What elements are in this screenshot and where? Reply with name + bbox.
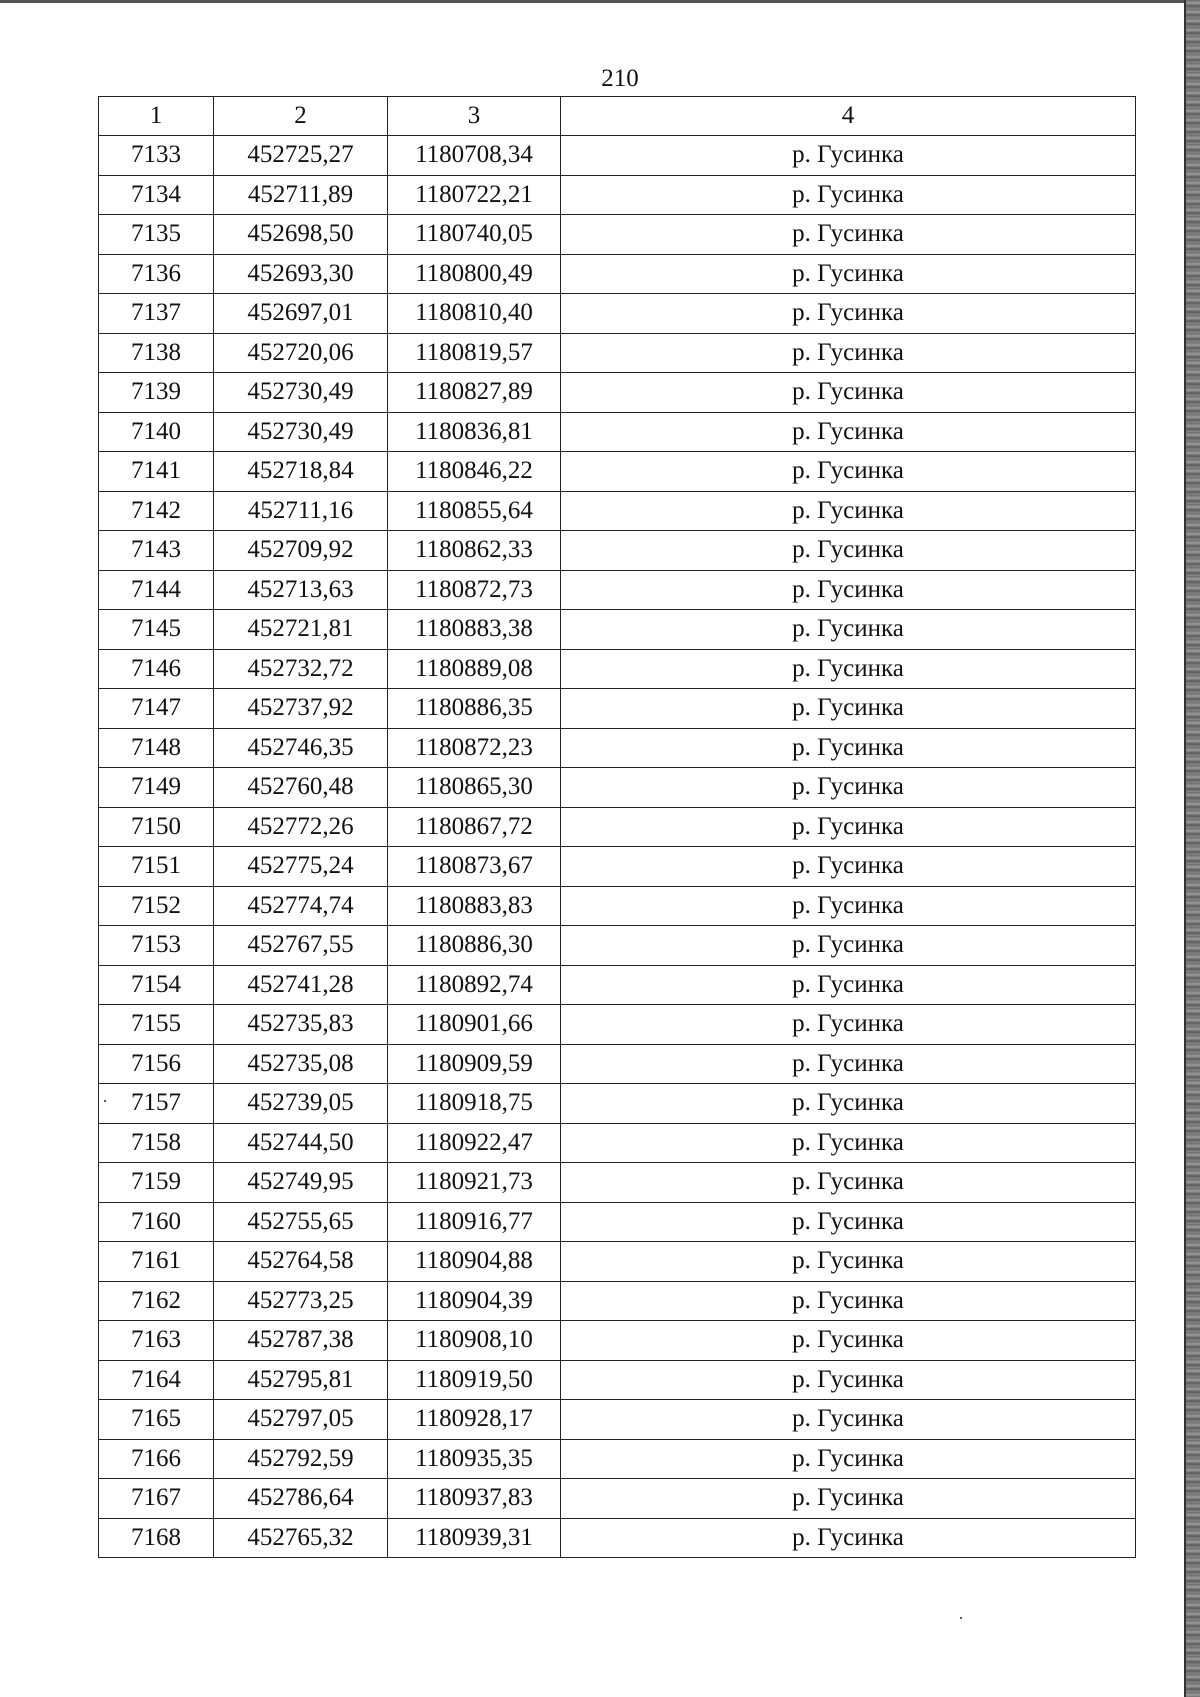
coordinate-y-cell: 1180708,34 [388,136,561,176]
coordinate-x-cell: 452709,92 [214,531,388,571]
point-number-cell: 7146 [99,649,214,689]
point-number-cell: 7160 [99,1202,214,1242]
description-cell: р. Гусинка [561,1321,1136,1361]
scan-speck [104,1100,106,1102]
table-row [99,333,1136,373]
coordinate-x-cell: 452737,92 [214,689,388,729]
coordinate-y-cell: 1180889,08 [388,649,561,689]
table-row [99,689,1136,729]
coordinate-x-cell: 452795,81 [214,1360,388,1400]
table-body [99,136,1136,1558]
description-cell: р. Гусинка [561,1123,1136,1163]
coordinate-y-cell: 1180904,39 [388,1281,561,1321]
coordinate-x-cell: 452730,49 [214,412,388,452]
description-cell: р. Гусинка [561,531,1136,571]
scan-top-edge [0,0,1185,3]
coordinate-x-cell: 452767,55 [214,926,388,966]
point-number-cell: 7154 [99,965,214,1005]
description-cell: р. Гусинка [561,570,1136,610]
coordinate-y-cell: 1180909,59 [388,1044,561,1084]
table-row [99,1479,1136,1519]
coordinate-y-cell: 1180935,35 [388,1439,561,1479]
table-row [99,452,1136,492]
point-number-cell: 7141 [99,452,214,492]
description-cell: р. Гусинка [561,886,1136,926]
table-row [99,1439,1136,1479]
description-cell: р. Гусинка [561,294,1136,334]
table-row [99,1281,1136,1321]
description-cell: р. Гусинка [561,136,1136,176]
description-cell: р. Гусинка [561,926,1136,966]
table-row [99,728,1136,768]
point-number-cell: 7162 [99,1281,214,1321]
description-cell: р. Гусинка [561,1281,1136,1321]
coordinate-x-cell: 452744,50 [214,1123,388,1163]
description-cell: р. Гусинка [561,847,1136,887]
coordinate-y-cell: 1180865,30 [388,768,561,808]
point-number-cell: 7144 [99,570,214,610]
point-number-cell: 7152 [99,886,214,926]
coordinate-x-cell: 452698,50 [214,215,388,255]
coordinate-x-cell: 452718,84 [214,452,388,492]
description-cell: р. Гусинка [561,1202,1136,1242]
table-row [99,254,1136,294]
point-number-cell: 7143 [99,531,214,571]
point-number-cell: 7161 [99,1242,214,1282]
point-number-cell: 7151 [99,847,214,887]
point-number-cell: 7157 [99,1084,214,1124]
description-cell: р. Гусинка [561,1005,1136,1045]
coordinate-x-cell: 452774,74 [214,886,388,926]
coordinate-y-cell: 1180883,38 [388,610,561,650]
table-row [99,1084,1136,1124]
description-cell: р. Гусинка [561,807,1136,847]
table-row [99,294,1136,334]
description-cell: р. Гусинка [561,333,1136,373]
coordinate-y-cell: 1180740,05 [388,215,561,255]
point-number-cell: 7145 [99,610,214,650]
table-row [99,807,1136,847]
table-row [99,412,1136,452]
description-cell: р. Гусинка [561,1360,1136,1400]
coordinate-y-cell: 1180908,10 [388,1321,561,1361]
table-row [99,491,1136,531]
point-number-cell: 7167 [99,1479,214,1519]
coordinate-y-cell: 1180862,33 [388,531,561,571]
table-row [99,847,1136,887]
point-number-cell: 7138 [99,333,214,373]
point-number-cell: 7159 [99,1163,214,1203]
column-header-1: 1 [99,97,214,136]
description-cell: р. Гусинка [561,452,1136,492]
scan-speck [960,1617,962,1619]
point-number-cell: 7163 [99,1321,214,1361]
coordinate-y-cell: 1180722,21 [388,175,561,215]
table-row [99,373,1136,413]
coordinate-y-cell: 1180901,66 [388,1005,561,1045]
coordinate-y-cell: 1180904,88 [388,1242,561,1282]
table-row [99,1400,1136,1440]
table-row [99,1518,1136,1558]
coordinate-x-cell: 452787,38 [214,1321,388,1361]
point-number-cell: 7148 [99,728,214,768]
coordinate-x-cell: 452693,30 [214,254,388,294]
coordinate-y-cell: 1180867,72 [388,807,561,847]
description-cell: р. Гусинка [561,1439,1136,1479]
coordinate-x-cell: 452735,83 [214,1005,388,1045]
description-cell: р. Гусинка [561,254,1136,294]
coordinate-y-cell: 1180810,40 [388,294,561,334]
table-row [99,1321,1136,1361]
point-number-cell: 7135 [99,215,214,255]
coordinate-x-cell: 452713,63 [214,570,388,610]
table-row [99,1163,1136,1203]
coordinate-y-cell: 1180872,23 [388,728,561,768]
coordinate-y-cell: 1180886,30 [388,926,561,966]
point-number-cell: 7168 [99,1518,214,1558]
coordinate-y-cell: 1180872,73 [388,570,561,610]
point-number-cell: 7134 [99,175,214,215]
point-number-cell: 7142 [99,491,214,531]
description-cell: р. Гусинка [561,1479,1136,1519]
point-number-cell: 7156 [99,1044,214,1084]
coordinate-y-cell: 1180918,75 [388,1084,561,1124]
description-cell: р. Гусинка [561,215,1136,255]
description-cell: р. Гусинка [561,649,1136,689]
table-row [99,965,1136,1005]
description-cell: р. Гусинка [561,373,1136,413]
description-cell: р. Гусинка [561,491,1136,531]
coordinate-y-cell: 1180928,17 [388,1400,561,1440]
coordinate-y-cell: 1180800,49 [388,254,561,294]
description-cell: р. Гусинка [561,175,1136,215]
coordinate-x-cell: 452786,64 [214,1479,388,1519]
description-cell: р. Гусинка [561,1044,1136,1084]
coordinate-x-cell: 452711,16 [214,491,388,531]
coordinate-x-cell: 452697,01 [214,294,388,334]
table-row [99,1005,1136,1045]
description-cell: р. Гусинка [561,1163,1136,1203]
coordinate-x-cell: 452749,95 [214,1163,388,1203]
point-number-cell: 7133 [99,136,214,176]
table-row [99,610,1136,650]
column-header-4: 4 [561,97,1136,136]
coordinate-y-cell: 1180883,83 [388,886,561,926]
table-row [99,215,1136,255]
table-row [99,926,1136,966]
table-row [99,1123,1136,1163]
coordinate-x-cell: 452732,72 [214,649,388,689]
table-row [99,1360,1136,1400]
coordinate-y-cell: 1180827,89 [388,373,561,413]
header-row [99,97,1136,136]
table-row [99,175,1136,215]
point-number-cell: 7137 [99,294,214,334]
coordinate-y-cell: 1180886,35 [388,689,561,729]
coordinate-x-cell: 452739,05 [214,1084,388,1124]
description-cell: р. Гусинка [561,1242,1136,1282]
column-header-2: 2 [214,97,388,136]
coordinate-y-cell: 1180916,77 [388,1202,561,1242]
point-number-cell: 7136 [99,254,214,294]
description-cell: р. Гусинка [561,1518,1136,1558]
description-cell: р. Гусинка [561,1400,1136,1440]
table-row [99,570,1136,610]
description-cell: р. Гусинка [561,768,1136,808]
description-cell: р. Гусинка [561,412,1136,452]
description-cell: р. Гусинка [561,689,1136,729]
coordinate-y-cell: 1180873,67 [388,847,561,887]
coordinate-y-cell: 1180922,47 [388,1123,561,1163]
table-row [99,768,1136,808]
table-row [99,136,1136,176]
table-row [99,1044,1136,1084]
table-row [99,886,1136,926]
coordinate-y-cell: 1180892,74 [388,965,561,1005]
coordinate-x-cell: 452760,48 [214,768,388,808]
coordinate-y-cell: 1180919,50 [388,1360,561,1400]
coordinate-x-cell: 452746,35 [214,728,388,768]
page-number: 210 [601,65,639,92]
point-number-cell: 7155 [99,1005,214,1045]
coordinate-y-cell: 1180937,83 [388,1479,561,1519]
coordinate-x-cell: 452772,26 [214,807,388,847]
coordinate-y-cell: 1180939,31 [388,1518,561,1558]
coordinate-x-cell: 452792,59 [214,1439,388,1479]
table-row [99,1202,1136,1242]
coordinate-x-cell: 452765,32 [214,1518,388,1558]
coordinate-x-cell: 452711,89 [214,175,388,215]
point-number-cell: 7158 [99,1123,214,1163]
coordinate-x-cell: 452773,25 [214,1281,388,1321]
point-number-cell: 7164 [99,1360,214,1400]
coordinate-x-cell: 452775,24 [214,847,388,887]
coordinate-x-cell: 452764,58 [214,1242,388,1282]
coordinate-y-cell: 1180819,57 [388,333,561,373]
table-row [99,649,1136,689]
coordinate-x-cell: 452797,05 [214,1400,388,1440]
point-number-cell: 7165 [99,1400,214,1440]
point-number-cell: 7147 [99,689,214,729]
description-cell: р. Гусинка [561,965,1136,1005]
column-header-3: 3 [388,97,561,136]
coordinate-x-cell: 452735,08 [214,1044,388,1084]
point-number-cell: 7150 [99,807,214,847]
coordinate-y-cell: 1180855,64 [388,491,561,531]
point-number-cell: 7139 [99,373,214,413]
point-number-cell: 7149 [99,768,214,808]
coordinate-x-cell: 452725,27 [214,136,388,176]
coordinate-x-cell: 452741,28 [214,965,388,1005]
coordinate-y-cell: 1180846,22 [388,452,561,492]
coordinate-x-cell: 452730,49 [214,373,388,413]
coordinate-x-cell: 452755,65 [214,1202,388,1242]
table-row [99,1242,1136,1282]
coordinate-x-cell: 452721,81 [214,610,388,650]
scan-right-edge [1186,0,1200,1697]
table-header [99,97,1136,136]
table-row [99,531,1136,571]
description-cell: р. Гусинка [561,728,1136,768]
coordinate-x-cell: 452720,06 [214,333,388,373]
point-number-cell: 7153 [99,926,214,966]
coordinate-y-cell: 1180921,73 [388,1163,561,1203]
coordinates-table [98,96,1136,1558]
coordinate-y-cell: 1180836,81 [388,412,561,452]
point-number-cell: 7166 [99,1439,214,1479]
point-number-cell: 7140 [99,412,214,452]
description-cell: р. Гусинка [561,1084,1136,1124]
description-cell: р. Гусинка [561,610,1136,650]
